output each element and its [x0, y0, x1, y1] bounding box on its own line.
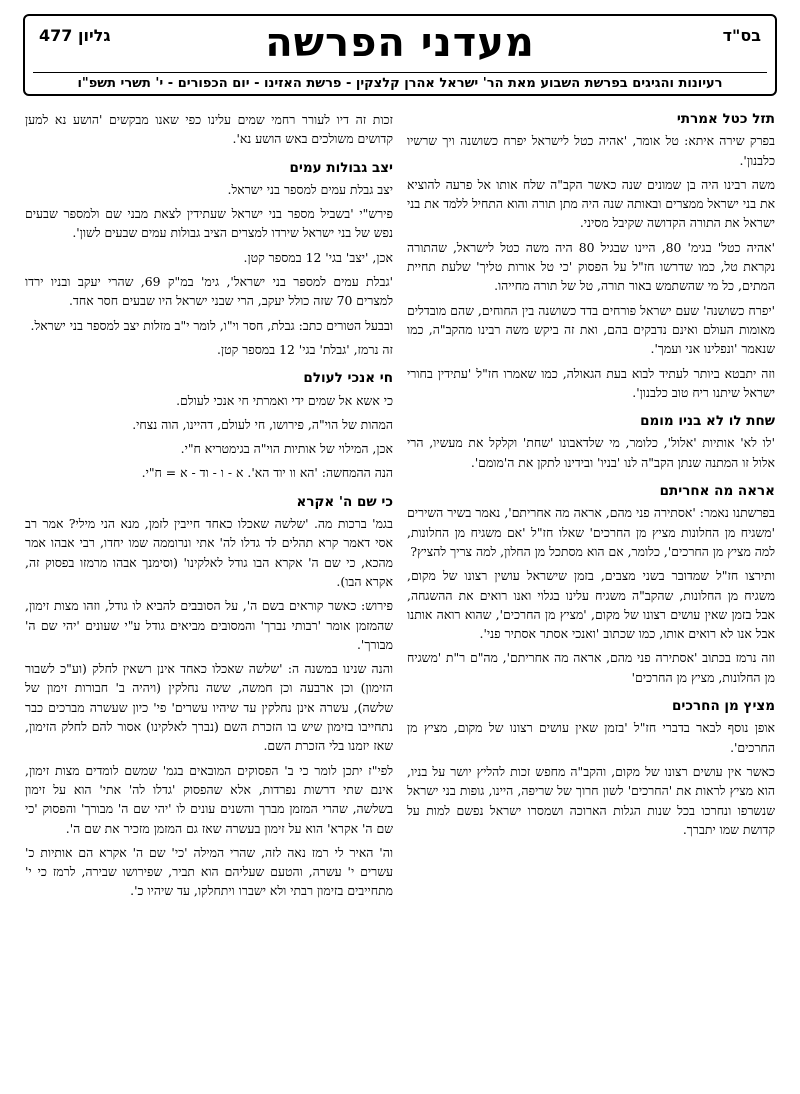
section-paragraph: בפרשתנו נאמר: 'אסתירה פני מהם, אראה מה אחריתם', נאמר בשיר השירים 'משגיח מן החלונות מציץ מן החרכים' שאלו חז"ל 'אם משגיח מן החלונות, למה מציץ מן החרכים', כלומר, אם הוא מסתכל מן החלון, למה צריך להציץ? — [407, 505, 775, 559]
article-section — [25, 493, 393, 901]
section-paragraph: והנה שנינו במשנה ה: 'שלשה שאכלו כאחד אינן רשאין לחלק (וע"כ לשבור הזימון) וכן ארבעה וכן חמשה, ששה נחלקין (ויהיה ב' חבורות זימון של שלשה), עשרה אינן נחלקין עד שיהיו עשרים' פי' כיון שעשרה מברכים כבר נתחייבו בזימון שיש בו הזכרת השם (נברך לאלקינו) אסור להם לחלק הזימון, שאז יזמנו בלי הזכרת השם. — [25, 661, 393, 754]
section-heading: מציץ מן החרכים — [672, 698, 775, 715]
article-section — [407, 412, 775, 472]
section-paragraph: 'גבלת עמים למספר בני ישראל', גימ' במ"ק 69, שהרי יעקב ובניו ירדו למצרים 70 שזה כולל יעקב, הרי שבני ישראל היו שבעים חסר אחד. — [25, 274, 393, 309]
section-paragraph: יצב גבלת עמים למספר בני ישראל. — [227, 181, 393, 197]
section-paragraph: וזה נרמז בכתוב 'אסתירה פני מהם, אראה מה אחריתם', מה"ם ר"ת 'משגיח מן החלונות, מציץ מן החרכים' — [407, 650, 775, 685]
article-section — [25, 159, 393, 360]
section-paragraph: המהות של הוי"ה, פירושו, חי לעולם, דהיינו, הוה נצחי. — [132, 416, 393, 432]
section-paragraph: כי אשא אל שמים ידי ואמרתי חי אנכי לעולם. — [176, 392, 393, 408]
section-heading: אראה מה אחריתם — [659, 483, 775, 500]
section-paragraph: כאשר אין עושים רצונו של מקום, והקב"ה מחפש זכות להליץ יושר על בניו, הוא מציץ לראות את 'החרכים' לשון חרוך של שריפה, היינו, גופות בני ישראל שנשרפו ונחרכו בכל שנות הגלות הארוכה ושמסרו ישראל נפשם למות על קדושת שמו יתברך. — [407, 763, 775, 837]
section-paragraph: ותירצו חז"ל שמדובר בשני מצבים, בזמן שישראל עושין רצונו של מקום, משגיח מן החלונות, שהקב"ה משגיח עלינו בגלוי ואנו רואים את ההשגחה, אבל בזמן שאין עושים רצונו של מקום, 'מציץ מן החרכים', שהוא רואה אותנו אבל אנו לא רואים אותו, כמו שכתוב 'ואנכי אסתר אסתיר פני'. — [407, 568, 775, 642]
newsletter-header — [23, 14, 777, 96]
section-paragraph: אכן, המילוי של אותיות הוי"ה בגימטריא ח"י. — [180, 441, 393, 457]
section-paragraph: 'אהיה כטל' בגימ' 80, היינו שבגיל 80 היה משה כטל לישראל, שהתורה נקראת טל, כמו שדרשו חז"ל על הפסוק 'כי טל אורות טליך' שלעת תחיית המתים, כל מי שהשתמש באור תורה, טל של תורה מחייהו. — [407, 239, 775, 294]
section-paragraph: 'לו לא' אותיות 'אלול', כלומר, מי שלדאבונו 'שחת' וקלקל את מעשיו, הרי אלול זו המתנה שנתן הקב"ה לנו 'בניו' ובידינו לתקן את ה'מומם'. — [407, 435, 775, 470]
section-heading: שחת לו לא בניו מומם — [640, 413, 775, 430]
section-paragraph: וזה יתבטא ביותר לעתיד לבוא בעת הגאולה, כמו שאמרו חז"ל 'עתידין בחורי ישראל שיתנו ריח טוב כלבנון'. — [407, 365, 775, 400]
section-paragraph: 'יפרח כשושנה' שעם ישראל פורחים בדד כשושנה בין החוחים, שהם מובדלים מאומות העולם ואינם נדבקים בהם, ואת זה ביקש משה רבינו מהקב"ה, כמו שנאמר 'ונפלינו אני ועמך'. — [407, 302, 775, 357]
section-paragraph: בפרק שירה איתא: טל אומר, 'אהיה כטל לישראל יפרח כשושנה ויך שרשיו כלבנון'. — [407, 133, 775, 168]
article-section — [407, 110, 775, 402]
section-heading: תזל כטל אמרתי — [676, 111, 775, 127]
section-paragraph: לפי"ז יתכן לומר כי ב' הפסוקים המובאים בגמ' שמשם לומדים מצות זימון, אינם שתי דרשות נפרדות, אלא שהפסוק 'גדלו לה' אתי' הוא על זימון בשלשה, שהרי המזמן מברך והשנים עונים לו 'יהי שם ה' מבורך' והפסוק 'כי שם ה' אקרא' הוא על זימון בעשרה שאז גם המזמן מזכיר את שם ה'. — [25, 762, 393, 836]
left-column — [25, 110, 393, 907]
article-section — [25, 369, 393, 482]
article-section — [407, 697, 775, 839]
newsletter-subtitle: רעיונות והגיגים בפרשת השבוע מאת הר' ישראל אהרן קלצקין - פרשת האזינו - יום הכפורים - י' תשרי תשפ"ו — [77, 76, 723, 91]
section-paragraph: הנה ההמחשה: 'הא וו יוד הא'. א - ו - וד - א = ח"י. — [141, 465, 393, 481]
section-paragraph: פירוש: כאשר קוראים בשם ה', על הסובבים להביא לו גודל, וזהו מצות זימון, שהמזמן אומר 'רבותי נברך' והמסובים מביאים גודל ע"י שעונים 'יהי שם ה' מבורך'. — [25, 598, 393, 652]
section-paragraph: ובבעל הטורים כתב: גבלת, חסר וי"ו, לומר י"ב מזלות יצב למספר בני ישראל. — [30, 317, 393, 333]
section-heading: כי שם ה' אקרא — [296, 493, 393, 510]
right-column — [407, 110, 775, 845]
section-paragraph: אכן, 'יצב' בגי' 12 במספר קטן. — [243, 249, 393, 265]
section-paragraph: זכות זה דיו לעורר רחמי שמים עלינו כפי שאנו מבקשים 'הושע נא למען קדושים משולכים באש הושע נא'. — [25, 112, 393, 147]
header-divider — [33, 72, 767, 73]
issue-number: גליון 477 — [39, 26, 111, 45]
article-section — [25, 110, 393, 149]
section-paragraph: אופן נוסף לבאר בדברי חז"ל 'בזמן שאין עושים רצונו של מקום, מציץ מן החרכים'. — [407, 720, 775, 755]
section-heading: חי אנכי לעולם — [303, 370, 393, 387]
section-paragraph: וה' האיר לי רמז נאה לזה, שהרי המילה 'כי' שם ה' אקרא הם אותיות כ' עשרים י' עשרה, והטעם שעליהם הוא תביר, שפירושו שבירה, לרמז כי י' מתחייבים בזימון רבתי ולא ישברו ויתחלקו, עד שיהיו כ'. — [25, 844, 393, 899]
section-paragraph: זה נרמז, 'גבלת' בגי' 12 במספר קטן. — [217, 341, 393, 357]
section-heading: יצב גבולות עמים — [289, 159, 393, 176]
newsletter-title: מעדני הפרשה — [265, 20, 535, 66]
bsd-mark: בס"ד — [722, 26, 761, 45]
section-paragraph: משה רבינו היה בן שמונים שנה כאשר הקב"ה שלח אותו אל פרעה להוציא את בני ישראל ממצרים ובאותה שנה היה מתן תורה והוא התחיל ללמד את בני ישראל את התורה הקדושה שקיבל מסיני. — [407, 176, 775, 231]
article-section — [407, 482, 775, 687]
section-paragraph: בגמ' ברכות מה. 'שלשה שאכלו כאחד חייבין לזמן, מנא הני מילי? אמר רב אסי דאמר קרא תהלים לד גדלו לה' אתי ונרוממה שמו יחדו, רבי אבהו אמר מהכא, כי שם ה' אקרא הבו גודל לאלקינו' (וסימנך אבהו מרמזו בפסוק זה, אקרא הבו). — [25, 516, 393, 589]
section-paragraph: פירש"י 'בשביל מספר בני ישראל שעתידין לצאת מבני שם ולמספר שבעים נפש של בני ישראל שירדו למצרים הציב גבולות עמים שבעים לשון'. — [25, 206, 393, 241]
